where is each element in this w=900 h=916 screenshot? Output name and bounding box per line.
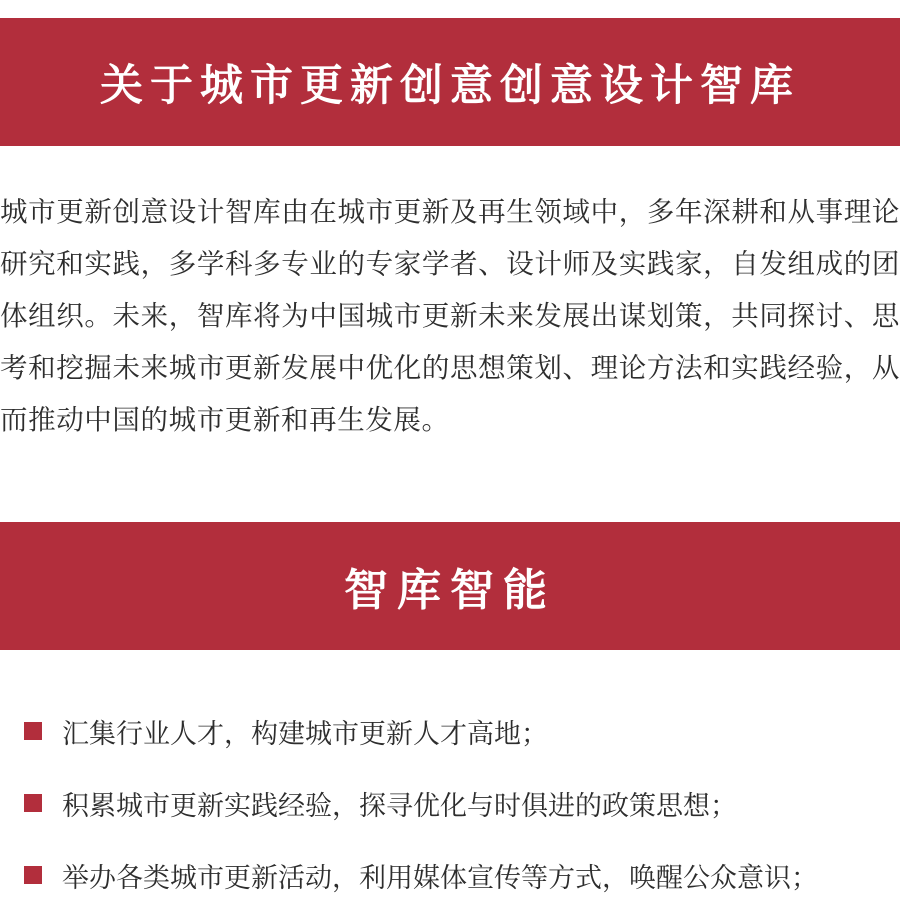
list-item <box>0 767 900 839</box>
functions-section-title: 智库智能 <box>344 565 556 616</box>
list-item <box>0 839 900 911</box>
square-bullet-icon <box>24 866 42 884</box>
list-item-text: 积累城市更新实践经验，探寻优化与时俱进的政策思想； <box>62 790 737 822</box>
list-item-text: 汇集行业人才，构建城市更新人才高地； <box>62 718 548 750</box>
square-bullet-icon <box>24 722 42 740</box>
functions-list <box>0 695 900 911</box>
list-item <box>0 695 900 767</box>
about-section-banner <box>0 18 900 146</box>
square-bullet-icon <box>24 794 42 812</box>
functions-section-banner <box>0 522 900 650</box>
about-section-title: 关于城市更新创意创意设计智库 <box>100 60 800 111</box>
list-item-text: 举办各类城市更新活动，利用媒体宣传等方式，唤醒公众意识； <box>62 862 818 894</box>
about-intro-paragraph: 城市更新创意设计智库由在城市更新及再生领域中，多年深耕和从事理论研究和实践，多学科多专业的专家学者、设计师及实践家，自发组成的团体组织。未来，智库将为中国城市更新未来发展出谋划策，共同探讨、思考和挖掘未来城市更新发展中优化的思想策划、理论方法和实践经验，从而推动中国的城市更新和再生发展。 <box>0 196 900 436</box>
